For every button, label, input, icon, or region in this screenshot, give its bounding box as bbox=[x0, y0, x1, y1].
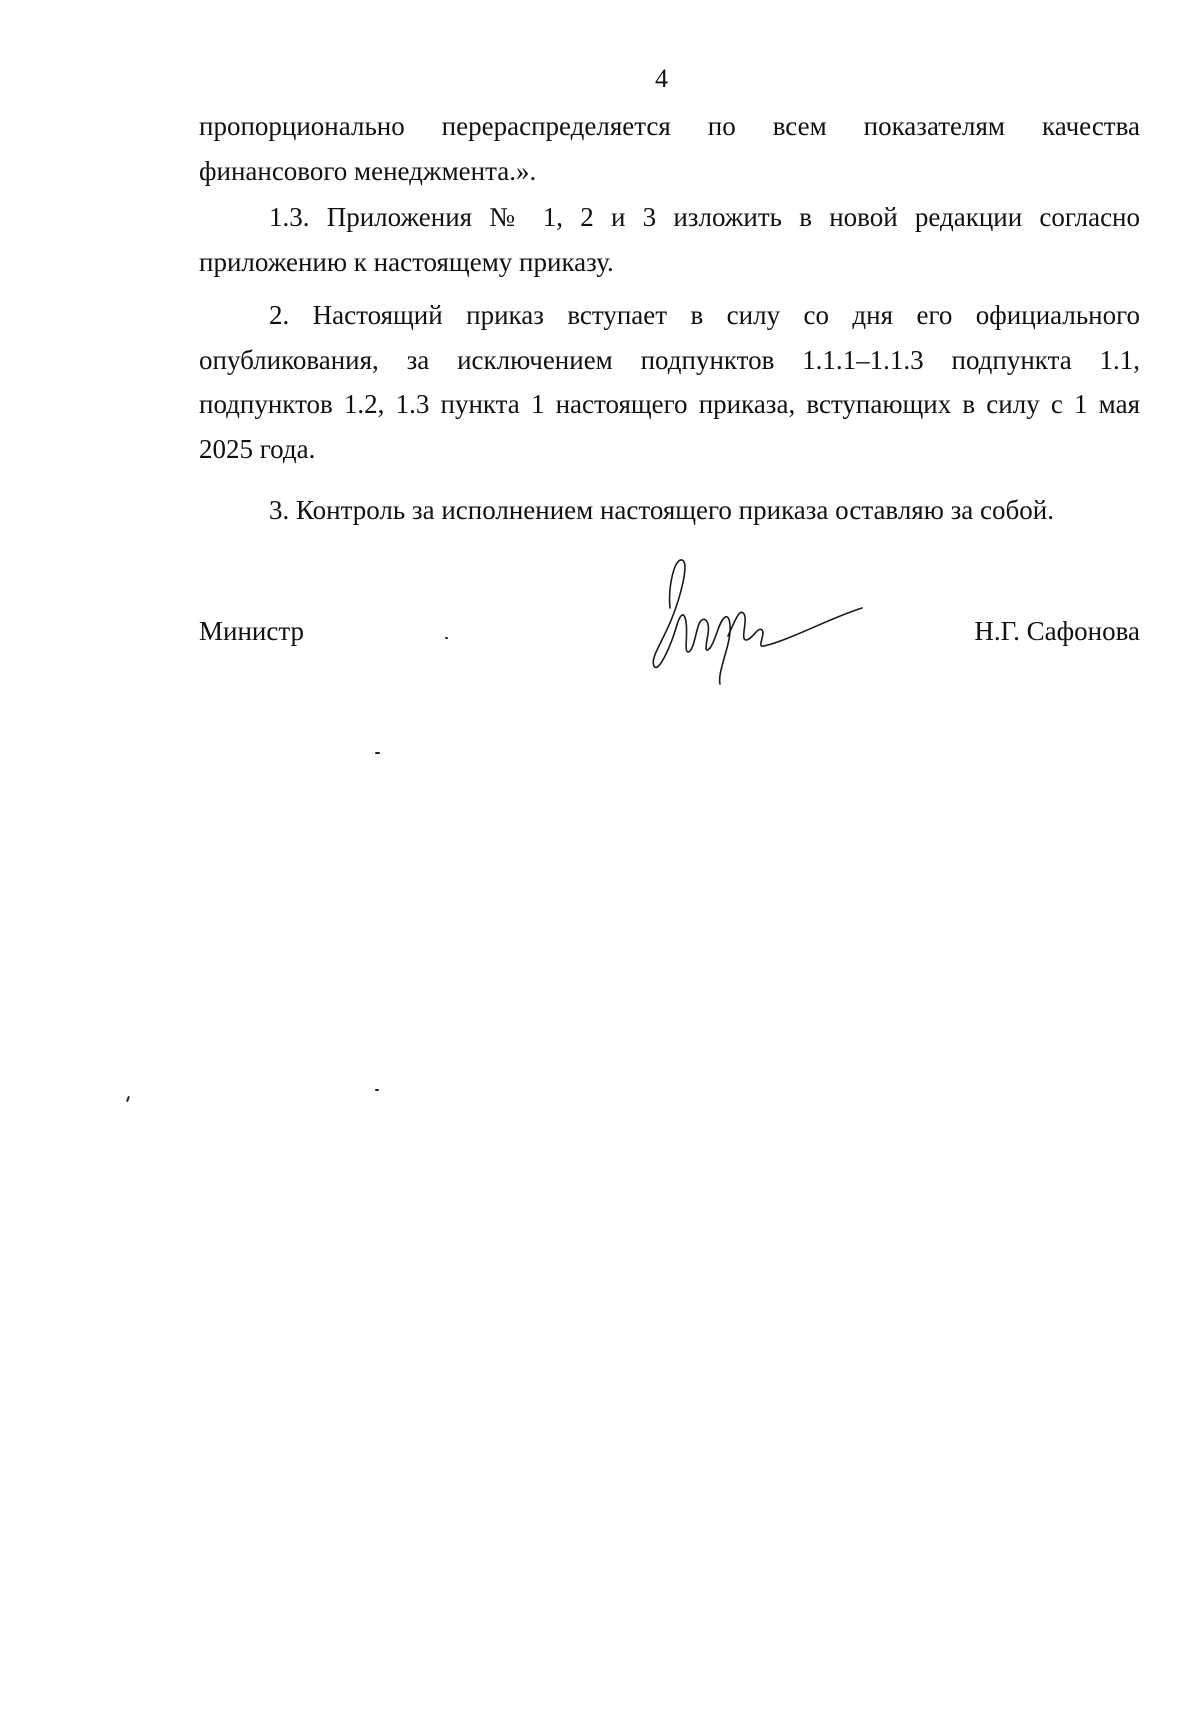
paragraph-item-2 bbox=[199, 293, 1140, 471]
scan-speck bbox=[375, 752, 380, 754]
paragraph-continuation bbox=[199, 104, 1140, 193]
signatory-name: Н.Г. Сафонова bbox=[974, 616, 1140, 646]
signatory-title: Министр bbox=[199, 616, 304, 646]
paragraph-item-3 bbox=[199, 488, 1140, 533]
handwritten-signature bbox=[640, 548, 870, 688]
scan-speck bbox=[445, 637, 448, 639]
page-number: 4 bbox=[655, 64, 668, 93]
scan-speck bbox=[126, 1096, 130, 1102]
paragraph-item-1-3 bbox=[199, 195, 1140, 284]
paragraph-text: пропорционально перераспределяется по всем показателям качества финансового менеджмента.». bbox=[199, 111, 1140, 186]
paragraph-text: 3. Контроль за исполнением настоящего приказа оставляю за собой. bbox=[269, 495, 1054, 525]
scan-speck bbox=[375, 1089, 379, 1091]
paragraph-text: 1.3. Приложения № 1, 2 и 3 изложить в новой редакции согласно приложению к настоящему приказу. bbox=[199, 202, 1140, 277]
paragraph-text: 2. Настоящий приказ вступает в силу со дня его официального опубликования, за исключением подпунктов 1.1.1–1.1.3 подпункта 1.1, подпунктов 1.2, 1.3 пункта 1 настоящего приказа, вступающих в силу с 1 мая 2025 года. bbox=[199, 300, 1140, 464]
